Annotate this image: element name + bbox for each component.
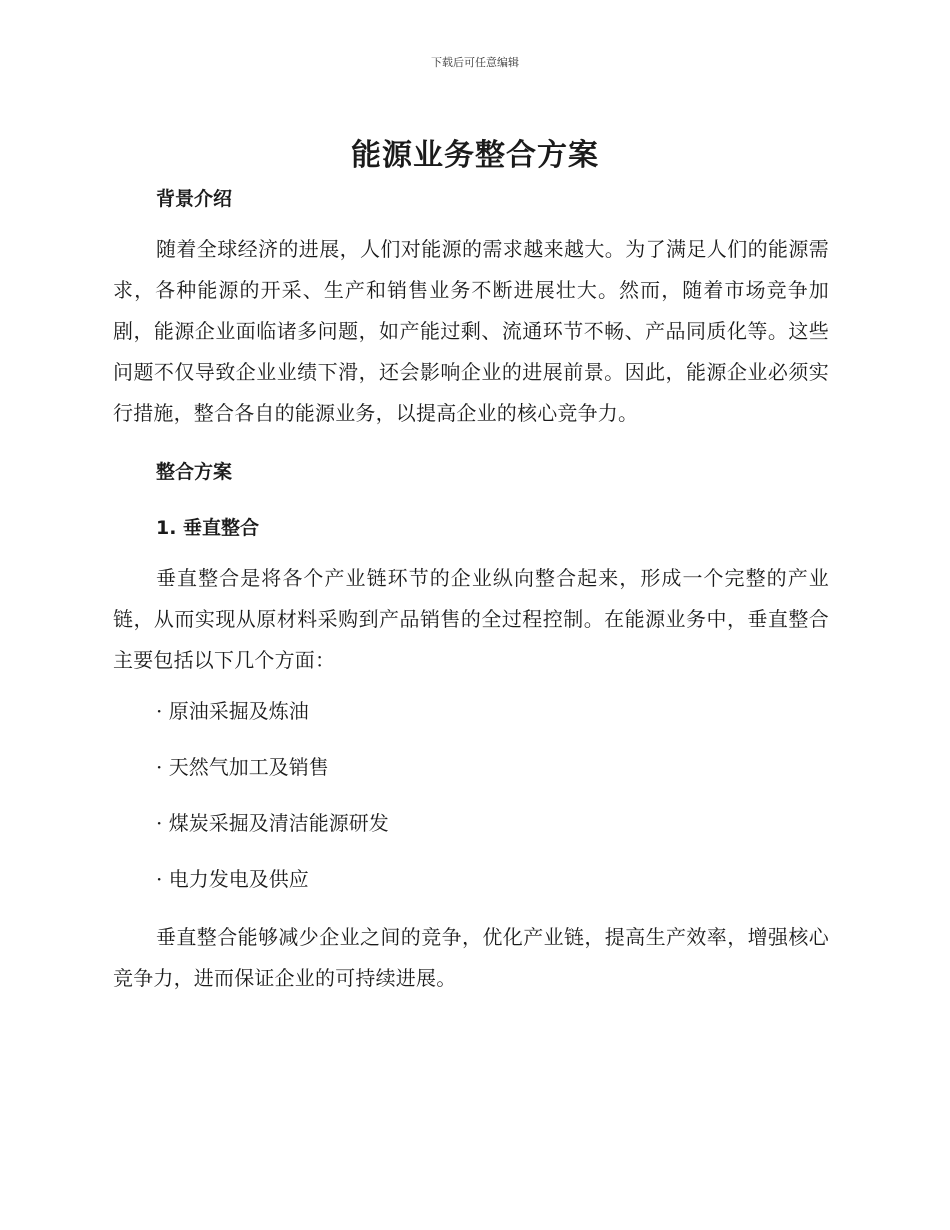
background-paragraph: 随着全球经济的进展，人们对能源的需求越来越大。为了满足人们的能源需求，各种能源的开采、生产和销售业务不断进展壮大。然而，随着市场竞争加剧，能源企业面临诸多问题，如产能过剩、流通环节不畅、产品同质化等。这些问题不仅导致企业业绩下滑，还会影响企业的进展前景。因此，能源企业必须实行措施，整合各自的能源业务，以提高企业的核心竞争力。 — [113, 237, 829, 425]
list-item: · 原油采掘及炼油 — [156, 699, 309, 723]
list-item: · 电力发电及供应 — [156, 867, 309, 891]
closing-paragraph: 垂直整合能够减少企业之间的竞争，优化产业链，提高生产效率，增强核心竞争力，进而保证企业的可持续进展。 — [113, 925, 829, 990]
document-title: 能源业务整合方案 — [351, 138, 599, 173]
vertical-integration-paragraph: 垂直整合是将各个产业链环节的企业纵向整合起来，形成一个完整的产业链，从而实现从原材料采购到产品销售的全过程控制。在能源业务中，垂直整合主要包括以下几个方面： — [113, 566, 829, 672]
list-item: · 煤炭采掘及清洁能源研发 — [156, 811, 389, 835]
bullet-list — [113, 695, 829, 895]
document-body — [113, 183, 829, 999]
section-heading-plan: 整合方案 — [156, 461, 233, 483]
list-item: · 天然气加工及销售 — [156, 755, 329, 779]
subheading-vertical-integration: 1. 垂直整合 — [156, 517, 260, 539]
section-heading-background: 背景介绍 — [156, 188, 233, 210]
header-note: 下载后可任意编辑 — [431, 56, 519, 69]
